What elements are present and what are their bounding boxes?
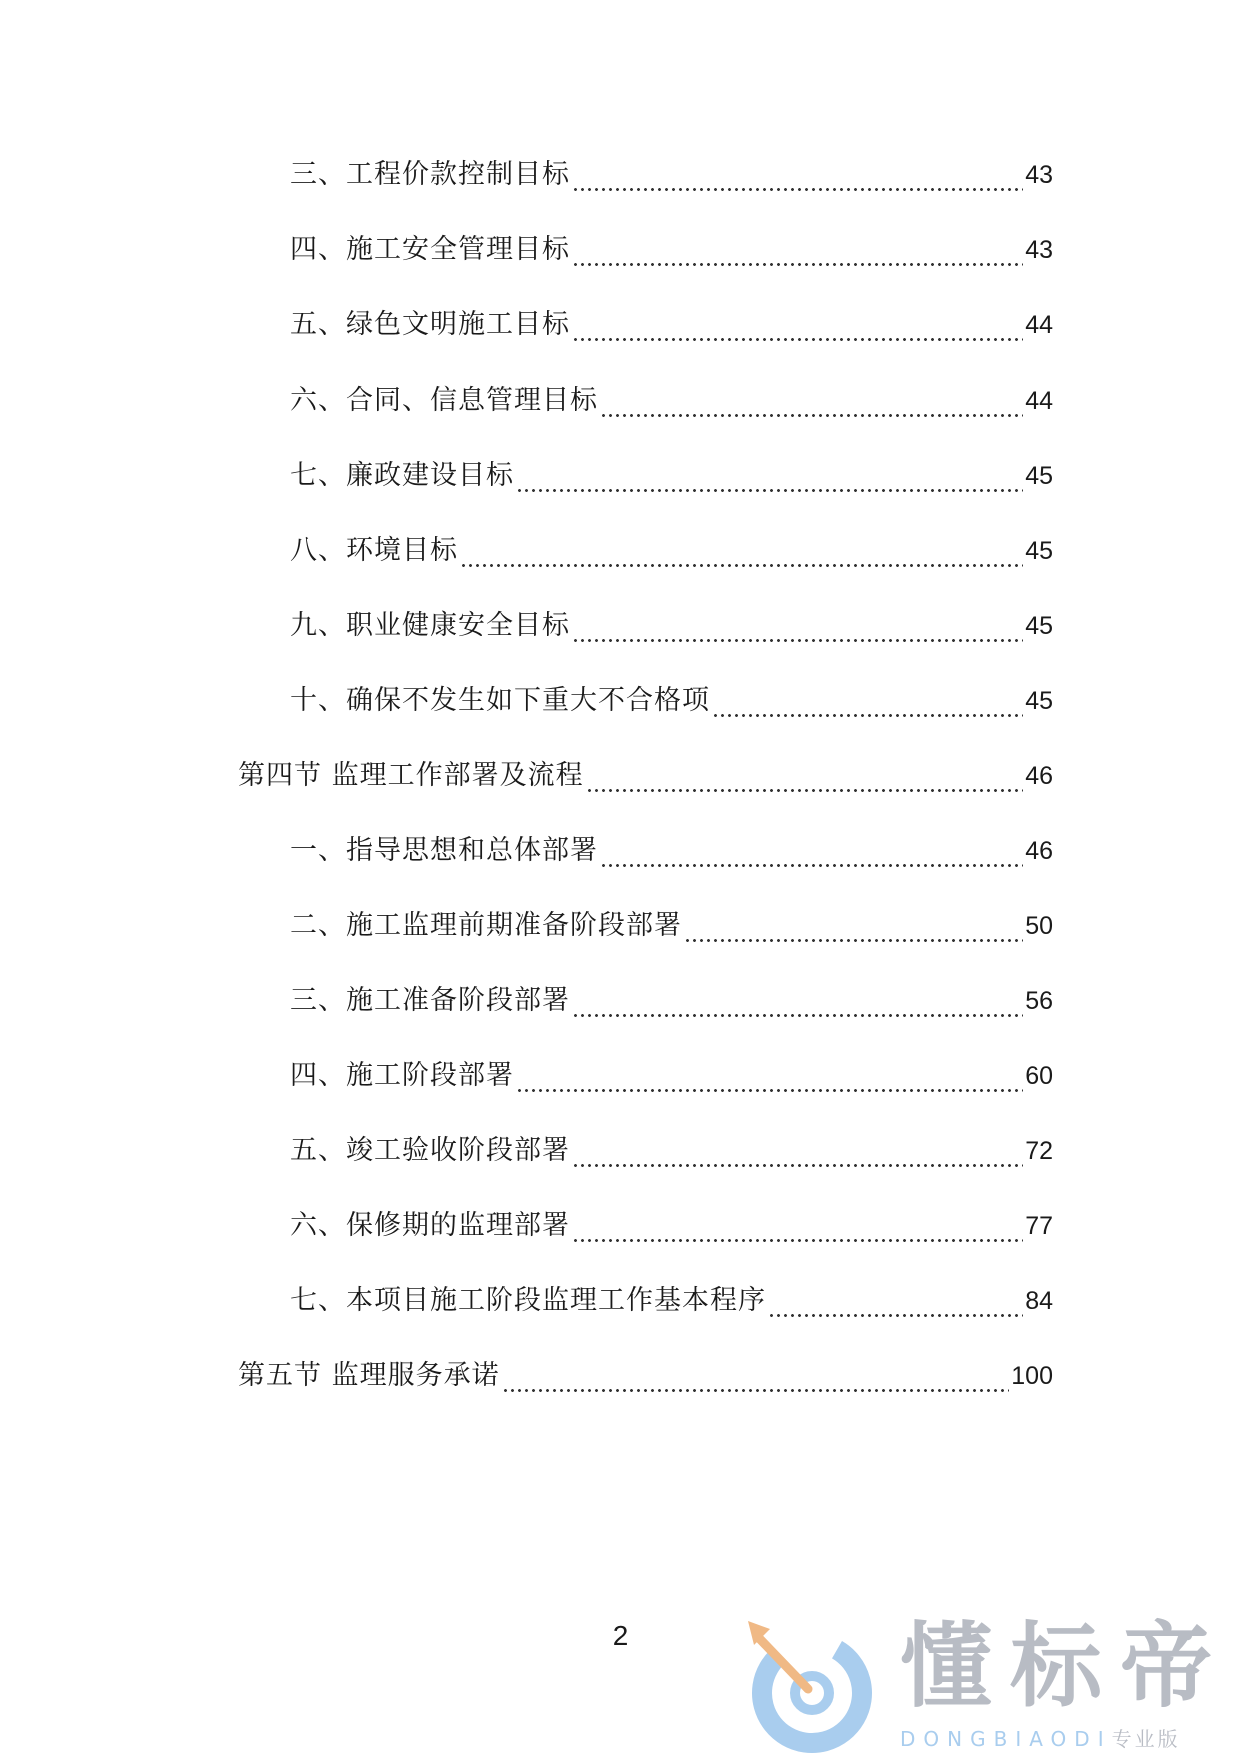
toc-dot-leader <box>516 1056 1023 1096</box>
toc-entry-page: 45 <box>1025 462 1053 490</box>
toc-entry-page: 43 <box>1025 236 1053 264</box>
toc-entry[interactable] <box>290 155 1053 195</box>
toc-entry[interactable] <box>290 305 1053 345</box>
toc-entry[interactable] <box>290 381 1053 421</box>
toc-entry-page: 46 <box>1025 762 1053 790</box>
toc-entry-page: 72 <box>1025 1137 1053 1165</box>
toc-dot-leader <box>768 1281 1023 1321</box>
toc-entry-title: 七、廉政建设目标 <box>290 460 514 491</box>
toc-section-entry[interactable] <box>238 756 1053 796</box>
toc-entry-page: 44 <box>1025 387 1053 415</box>
toc-section-entry[interactable] <box>238 1356 1053 1396</box>
toc-entry[interactable] <box>290 531 1053 571</box>
toc-entry-title: 八、环境目标 <box>290 535 458 566</box>
toc-entry-title: 三、施工准备阶段部署 <box>290 985 570 1016</box>
toc-entry-page: 45 <box>1025 612 1053 640</box>
toc-dot-leader <box>572 305 1023 345</box>
toc-dot-leader <box>572 155 1023 195</box>
toc-entry-title: 五、绿色文明施工目标 <box>290 309 570 340</box>
toc-entry-title: 九、职业健康安全目标 <box>290 610 570 641</box>
toc-entry[interactable] <box>290 1056 1053 1096</box>
toc-entry-page: 77 <box>1025 1212 1053 1240</box>
toc-entry-title: 四、施工安全管理目标 <box>290 234 570 265</box>
toc-dot-leader <box>572 1206 1023 1246</box>
toc-entry-title: 四、施工阶段部署 <box>290 1060 514 1091</box>
toc-entry-page: 43 <box>1025 161 1053 189</box>
toc-dot-leader <box>586 756 1024 796</box>
page-number: 2 <box>612 1620 629 1651</box>
watermark-subtitle-cn: 专业版 <box>1111 1727 1181 1751</box>
toc-entry-title: 二、施工监理前期准备阶段部署 <box>290 910 682 941</box>
toc-entry-title: 五、竣工验收阶段部署 <box>290 1135 570 1166</box>
toc-entry-page: 46 <box>1025 837 1053 865</box>
toc-entry[interactable] <box>290 981 1053 1021</box>
toc-entry-title: 十、确保不发生如下重大不合格项 <box>290 685 710 716</box>
target-arrow-icon <box>740 1615 880 1754</box>
toc-entry-page: 44 <box>1025 311 1053 339</box>
toc-entry-page: 56 <box>1025 987 1053 1015</box>
toc-dot-leader <box>572 981 1023 1021</box>
toc-dot-leader <box>600 831 1023 871</box>
toc-dot-leader <box>712 681 1023 721</box>
toc-entry-page: 84 <box>1025 1287 1053 1315</box>
toc-entry-page: 45 <box>1025 537 1053 565</box>
toc-entry-title: 一、指导思想和总体部署 <box>290 835 598 866</box>
toc-dot-leader <box>684 906 1023 946</box>
toc-entry-page: 45 <box>1025 687 1053 715</box>
toc-entry-title: 第四节 监理工作部署及流程 <box>238 760 584 791</box>
toc-entry-title: 六、合同、信息管理目标 <box>290 385 598 416</box>
toc-entry-page: 100 <box>1011 1362 1053 1390</box>
watermark-brand: 懂标帝 <box>900 1613 1231 1720</box>
toc-dot-leader <box>600 381 1023 421</box>
toc-entry[interactable] <box>290 456 1053 496</box>
toc-entry-title: 第五节 监理服务承诺 <box>238 1360 500 1391</box>
toc-entry-title: 三、工程价款控制目标 <box>290 159 570 190</box>
toc-entry-page: 60 <box>1025 1062 1053 1090</box>
toc-entry[interactable] <box>290 606 1053 646</box>
toc-entry[interactable] <box>290 681 1053 721</box>
toc-entry[interactable] <box>290 906 1053 946</box>
toc-entry-page: 50 <box>1025 912 1053 940</box>
toc-dot-leader <box>572 1131 1023 1171</box>
toc-dot-leader <box>572 606 1023 646</box>
toc-entry[interactable] <box>290 230 1053 270</box>
toc-dot-leader <box>516 456 1023 496</box>
toc-dot-leader <box>502 1356 1010 1396</box>
watermark-subtitle-latin: DONGBIAODI <box>900 1727 1112 1751</box>
toc-entry-title: 六、保修期的监理部署 <box>290 1210 570 1241</box>
watermark-subtitle <box>900 1727 1181 1751</box>
toc-entry-title: 七、本项目施工阶段监理工作基本程序 <box>290 1285 766 1316</box>
watermark-logo <box>740 1615 1240 1754</box>
toc-entry[interactable] <box>290 1206 1053 1246</box>
toc-entry[interactable] <box>290 1131 1053 1171</box>
toc-entry[interactable] <box>290 1281 1053 1321</box>
toc-entry[interactable] <box>290 831 1053 871</box>
toc-dot-leader <box>460 531 1023 571</box>
toc-dot-leader <box>572 230 1023 270</box>
